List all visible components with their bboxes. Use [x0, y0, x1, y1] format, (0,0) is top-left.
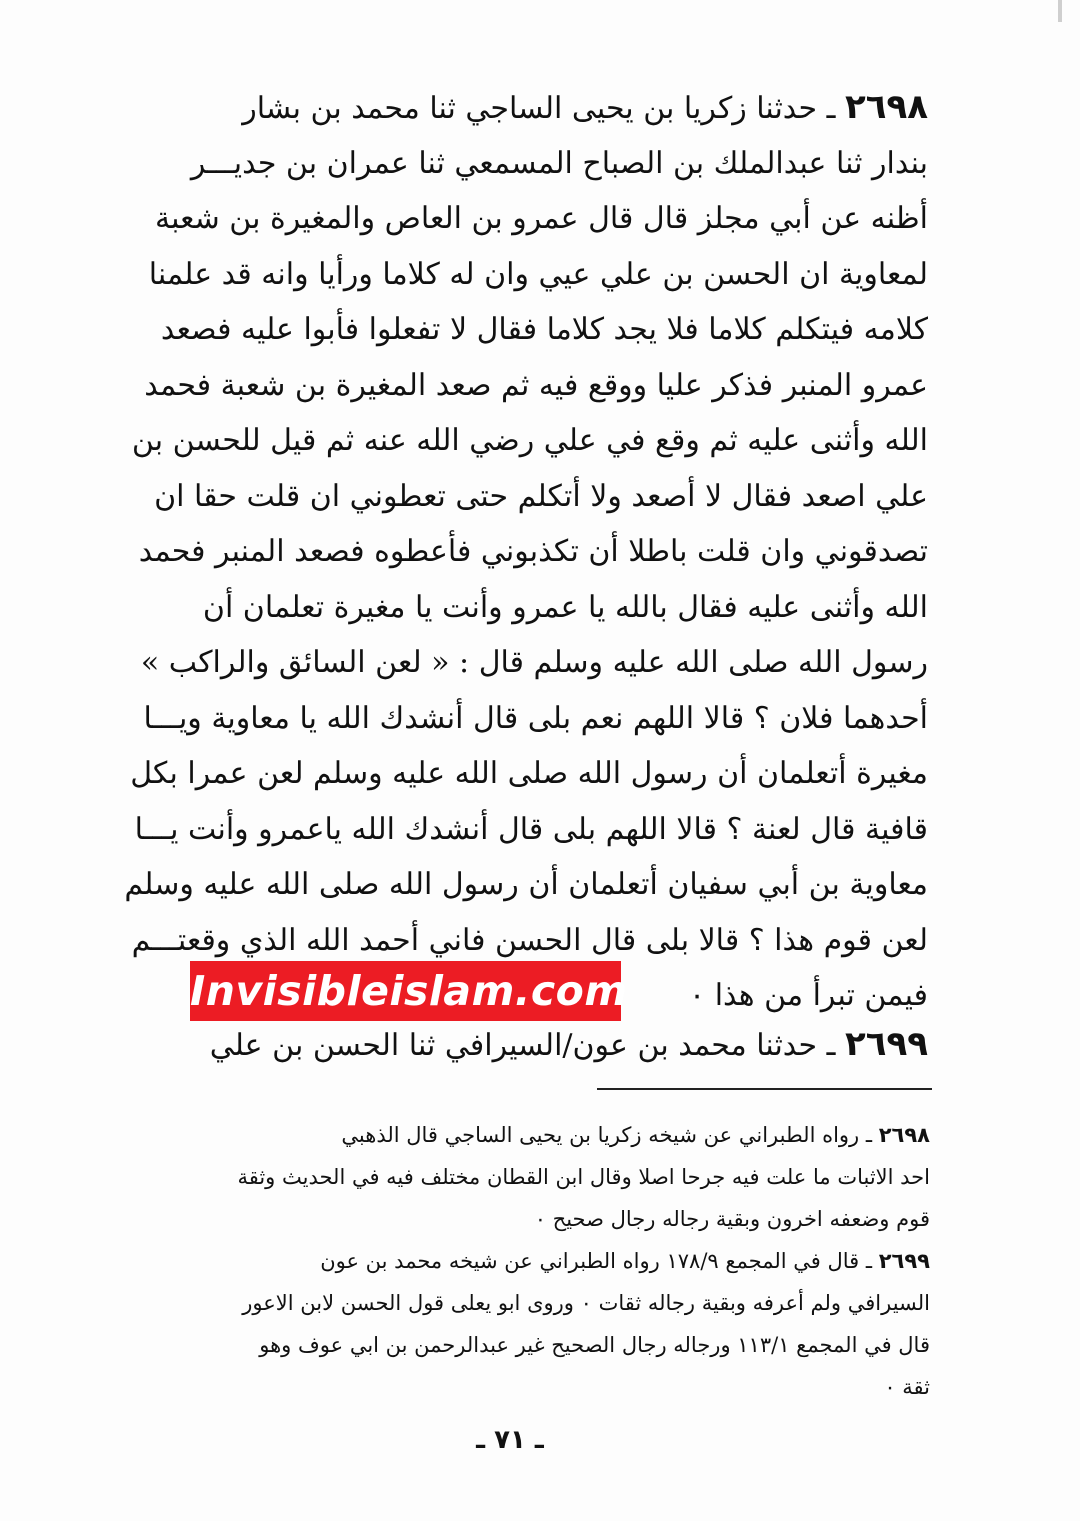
hadith-line-text: ـ حدثنا محمد بن عون/السيرافي ثنا الحسن بن علي [209, 1028, 836, 1063]
footnote-line [78, 1240, 930, 1282]
footnote-number: ٢٦٩٩ [878, 1249, 930, 1273]
hadith-line: عمرو المنبر فذكر عليا ووقع فيه ثم صعد المغيرة بن شعبة فحمد [144, 367, 928, 403]
footnote-line: السيرافي ولم أعرفه وبقية رجاله ثقات ٠ وروى ابو يعلى قول الحسن لابن الاعور [242, 1291, 930, 1315]
hadith-line: أحدهما فلان ؟ قالا اللهم نعم بلى قال أنشدك الله يا معاوية ويـــا [143, 700, 928, 736]
hadith-line: الله وأثنى عليه ثم وقع في علي رضي الله عنه ثم قيل للحسن بن [131, 423, 928, 458]
hadith-number: ٢٦٩٨ [844, 87, 928, 127]
hadith-line: أظنه عن أبي مجلز قال قال عمرو بن العاص والمغيرة بن شعبة [154, 201, 928, 236]
footnote-line [78, 1114, 930, 1156]
hadith-line: قافية قال لعنة ؟ قالا اللهم بلى قال أنشدك الله ياعمرو وأنت يـــا [134, 811, 928, 847]
hadith-line: مغيرة أتعلمان أن رسول الله صلى الله عليه وسلم لعن عمرا بكل [130, 756, 928, 791]
hadith-line: بندار ثنا عبدالملك بن الصباح المسمعي ثنا عمران بن جديـــر [190, 145, 928, 181]
hadith-line [78, 80, 928, 136]
hadith-line-text: ـ حدثنا زكريا بن يحيى الساجي ثنا محمد بن بشار [242, 91, 836, 126]
hadith-line: لمعاوية ان الحسن بن علي عيي وان له كلاما ورأيا وانه قد علمنا [148, 256, 928, 292]
page-number: ـ ٧١ ـ [476, 1425, 544, 1455]
footnote-text: ـ رواه الطبراني عن شيخه زكريا بن يحيى الساجي قال الذهبي [341, 1123, 873, 1147]
hadith-line: علي اصعد فقال لا أصعد ولا أتكلم حتى تعطوني ان قلت حقا ان [154, 478, 928, 514]
hadith-2699-start [78, 1014, 928, 1074]
scan-edge-mark [1058, 0, 1062, 22]
hadith-line: الله وأثنى عليه فقال بالله يا عمرو وأنت يا مغيرة تعلمان أن [202, 589, 928, 625]
footnote-line: قوم وضعفه اخرون وبقية رجاله رجال صحيح ٠ [534, 1207, 930, 1231]
hadith-number: ٢٦٩٩ [844, 1024, 928, 1064]
footnote-number: ٢٦٩٨ [878, 1123, 930, 1147]
hadith-line: لعن قوم هذا ؟ قالا بلى قال الحسن فاني أحمد الله الذي وقعتـــم [131, 922, 928, 958]
footnote-line: ثقة ٠ [884, 1375, 930, 1399]
hadith-line: تصدقوني وان قلت باطلا أن تكذبوني فأعطوه فصعد المنبر فحمد [138, 534, 928, 569]
hadith-2698-body [78, 80, 928, 1024]
watermark-banner: Invisibleislam.com [190, 961, 621, 1021]
hadith-line: فيمن تبرأ من هذا ٠ [689, 978, 928, 1013]
footnote-divider [597, 1088, 932, 1090]
footnotes [78, 1114, 930, 1408]
footnote-line: احد الاثبات ما علت فيه جرحا اصلا وقال ابن القطان مختلف فيه في الحديث وثقة [237, 1165, 930, 1189]
hadith-line: كلامه فيتكلم كلاما فلا يجد كلاما فقال لا تفعلوا فأبوا عليه فصعد [160, 312, 928, 347]
hadith-line: رسول الله صلى الله عليه وسلم قال : « لعن السائق والراكب » [140, 645, 928, 680]
footnote-line: قال في المجمع ١١٣/١ ورجاله رجال الصحيح غير عبدالرحمن بن ابي عوف وهو [259, 1333, 930, 1357]
footnote-text: ـ قال في المجمع ١٧٨/٩ رواه الطبراني عن شيخه محمد بن عون [320, 1249, 873, 1273]
hadith-line: معاوية بن أبي سفيان أتعلمان أن رسول الله صلى الله عليه وسلم [124, 867, 928, 902]
